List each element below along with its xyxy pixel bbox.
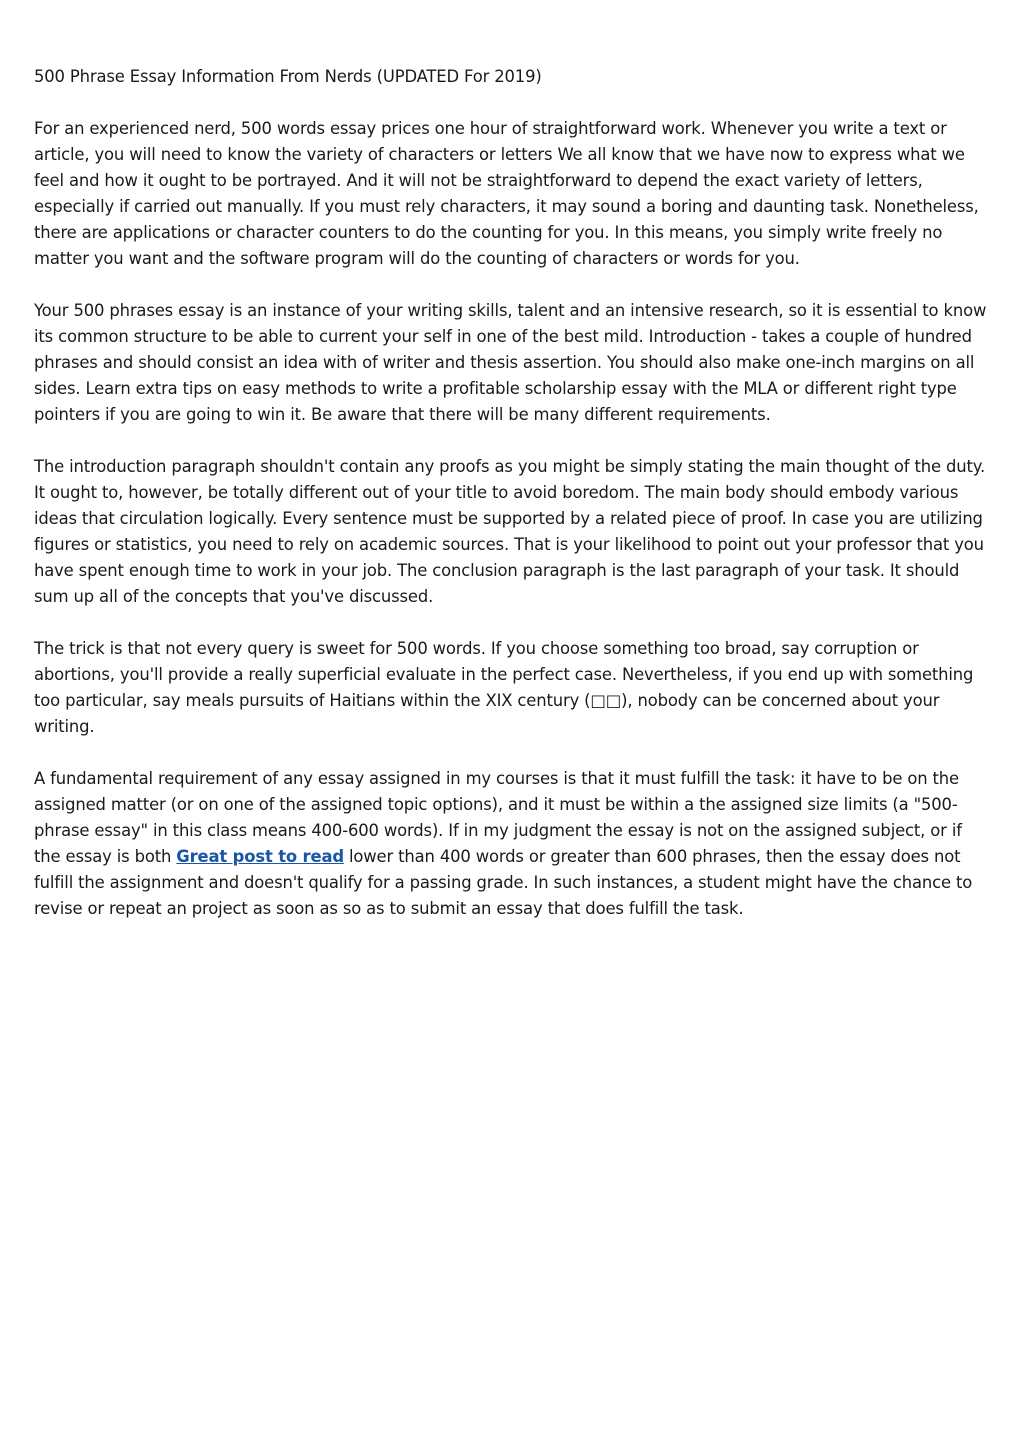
paragraph-4: The trick is that not every query is sweet for 500 words. If you choose something too broad, say corruption or abortions, you'll provide a really superficial evaluate in the perfect case. Nevertheless, if you end up with something too particular, say meals pursuits of Haitians within the XIX century (□□), nobody can be concerned about your writing. bbox=[34, 639, 974, 736]
great-post-link[interactable]: Great post to read bbox=[176, 847, 344, 866]
document-title: 500 Phrase Essay Information From Nerds (UPDATED For 2019) bbox=[34, 67, 542, 86]
paragraph-5-before-link: A fundamental requirement of any essay assigned in my courses is that it must fulfill the task: it have to be on the assigned matter (or on one of the assigned topic options), and it must be within a the assigned size limits (a "500-phrase essay" in this class means 400-600 words). If in my judgment the essay is not on the assigned subject, or if the essay is both bbox=[34, 769, 962, 866]
document-page bbox=[34, 64, 992, 948]
paragraph-3: The introduction paragraph shouldn't contain any proofs as you might be simply stating the main thought of the duty. It ought to, however, be totally different out of your title to avoid boredom. The main body should embody various ideas that circulation logically. Every sentence must be supported by a related piece of proof. In case you are utilizing figures or statistics, you need to rely on academic sources. That is your likelihood to point out your professor that you have spent enough time to work in your job. The conclusion paragraph is the last paragraph of your task. It should sum up all of the concepts that you've discussed. bbox=[34, 457, 986, 606]
paragraph-5 bbox=[34, 766, 992, 922]
paragraph-2: Your 500 phrases essay is an instance of your writing skills, talent and an intensive research, so it is essential to know its common structure to be able to current your self in one of the best mild. Introduction - takes a couple of hundred phrases and should consist an idea with of writer and thesis assertion. You should also make one-inch margins on all sides. Learn extra tips on easy methods to write a profitable scholarship essay with the MLA or different right type pointers if you are going to win it. Be aware that there will be many different requirements. bbox=[34, 301, 987, 424]
paragraph-5-after-link: lower than 400 words or greater than 600 phrases, then the essay does not fulfill the assignment and doesn't qualify for a passing grade. In such instances, a student might have the chance to revise or repeat an project as soon as so as to submit an essay that does fulfill the task. bbox=[34, 847, 973, 918]
paragraph-1: For an experienced nerd, 500 words essay prices one hour of straightforward work. Whenever you write a text or article, you will need to know the variety of characters or letters We all know that we have now to express what we feel and how it ought to be portrayed. And it will not be straightforward to depend the exact variety of letters, especially if carried out manually. If you must rely characters, it may sound a boring and daunting task. Nonetheless, there are applications or character counters to do the counting for you. In this means, you simply write freely no matter you want and the software program will do the counting of characters or words for you. bbox=[34, 119, 979, 268]
